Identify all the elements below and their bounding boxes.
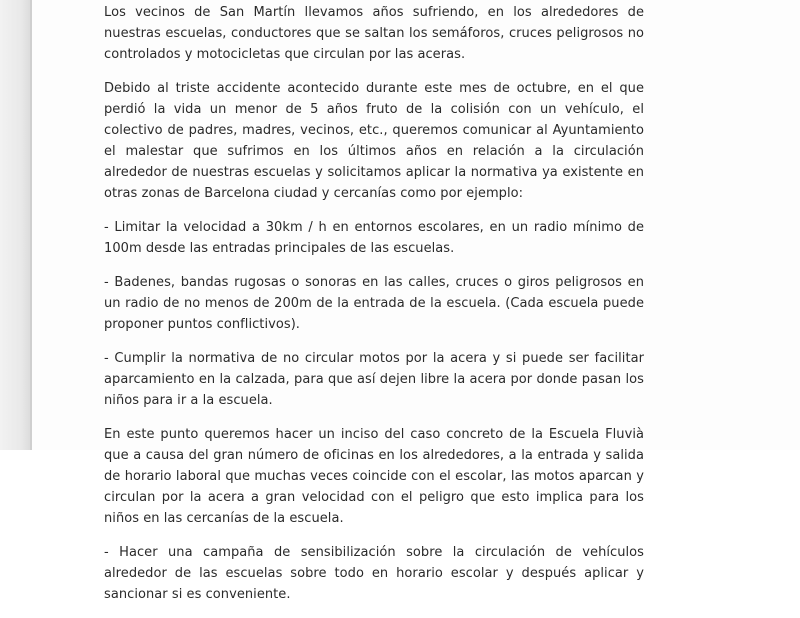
list-item-awareness-campaign: - Hacer una campaña de sensibilización sobre la circulación de vehículos alrededor de las escuelas sobre todo en horario escolar y después aplicar y sancionar si es conveniente. [104, 545, 644, 602]
letter-body [104, 2, 644, 618]
page-edge [30, 0, 32, 450]
page-margin-shadow [0, 0, 30, 450]
paragraph-escuela-fluvia: En este punto queremos hacer un inciso del caso concreto de la Escuela Fluvià que a causa del gran número de oficinas en los alrededores, a la entrada y salida de horario laboral que muchas veces coincide con el escolar, las motos aparcan y circulan por la acera a gran velocidad con el peligro que esto implica para los niños en las cercanías de la escuela. [104, 427, 644, 526]
paragraph-intro: Los vecinos de San Martín llevamos años sufriendo, en los alrededores de nuestras escuelas, conductores que se saltan los semáforos, cruces peligrosos no controlados y motocicletas que circulan por las aceras. [104, 5, 644, 62]
paragraph-request: Debido al triste accidente acontecido durante este mes de octubre, en el que perdió la vida un menor de 5 años fruto de la colisión con un vehículo, el colectivo de padres, madres, vecinos, etc., queremos comunicar al Ayuntamiento el malestar que sufrimos en los últimos años en relación a la circulación alrededor de nuestras escuelas y solicitamos aplicar la normativa ya existente en otras zonas de Barcelona ciudad y cercanías como por ejemplo: [104, 81, 644, 201]
list-item-speed-bumps: - Badenes, bandas rugosas o sonoras en las calles, cruces o giros peligrosos en un radio de no menos de 200m de la entrada de la escuela. (Cada escuela puede proponer puntos conflictivos). [104, 275, 644, 332]
list-item-speed-limit: - Limitar la velocidad a 30km / h en entornos escolares, en un radio mínimo de 100m desde las entradas principales de las escuelas. [104, 220, 644, 256]
list-item-motorcycles: - Cumplir la normativa de no circular motos por la acera y si puede ser facilitar aparcamiento en la calzada, para que así dejen libre la acera por donde pasan los niños para ir a la escuela. [104, 351, 644, 408]
